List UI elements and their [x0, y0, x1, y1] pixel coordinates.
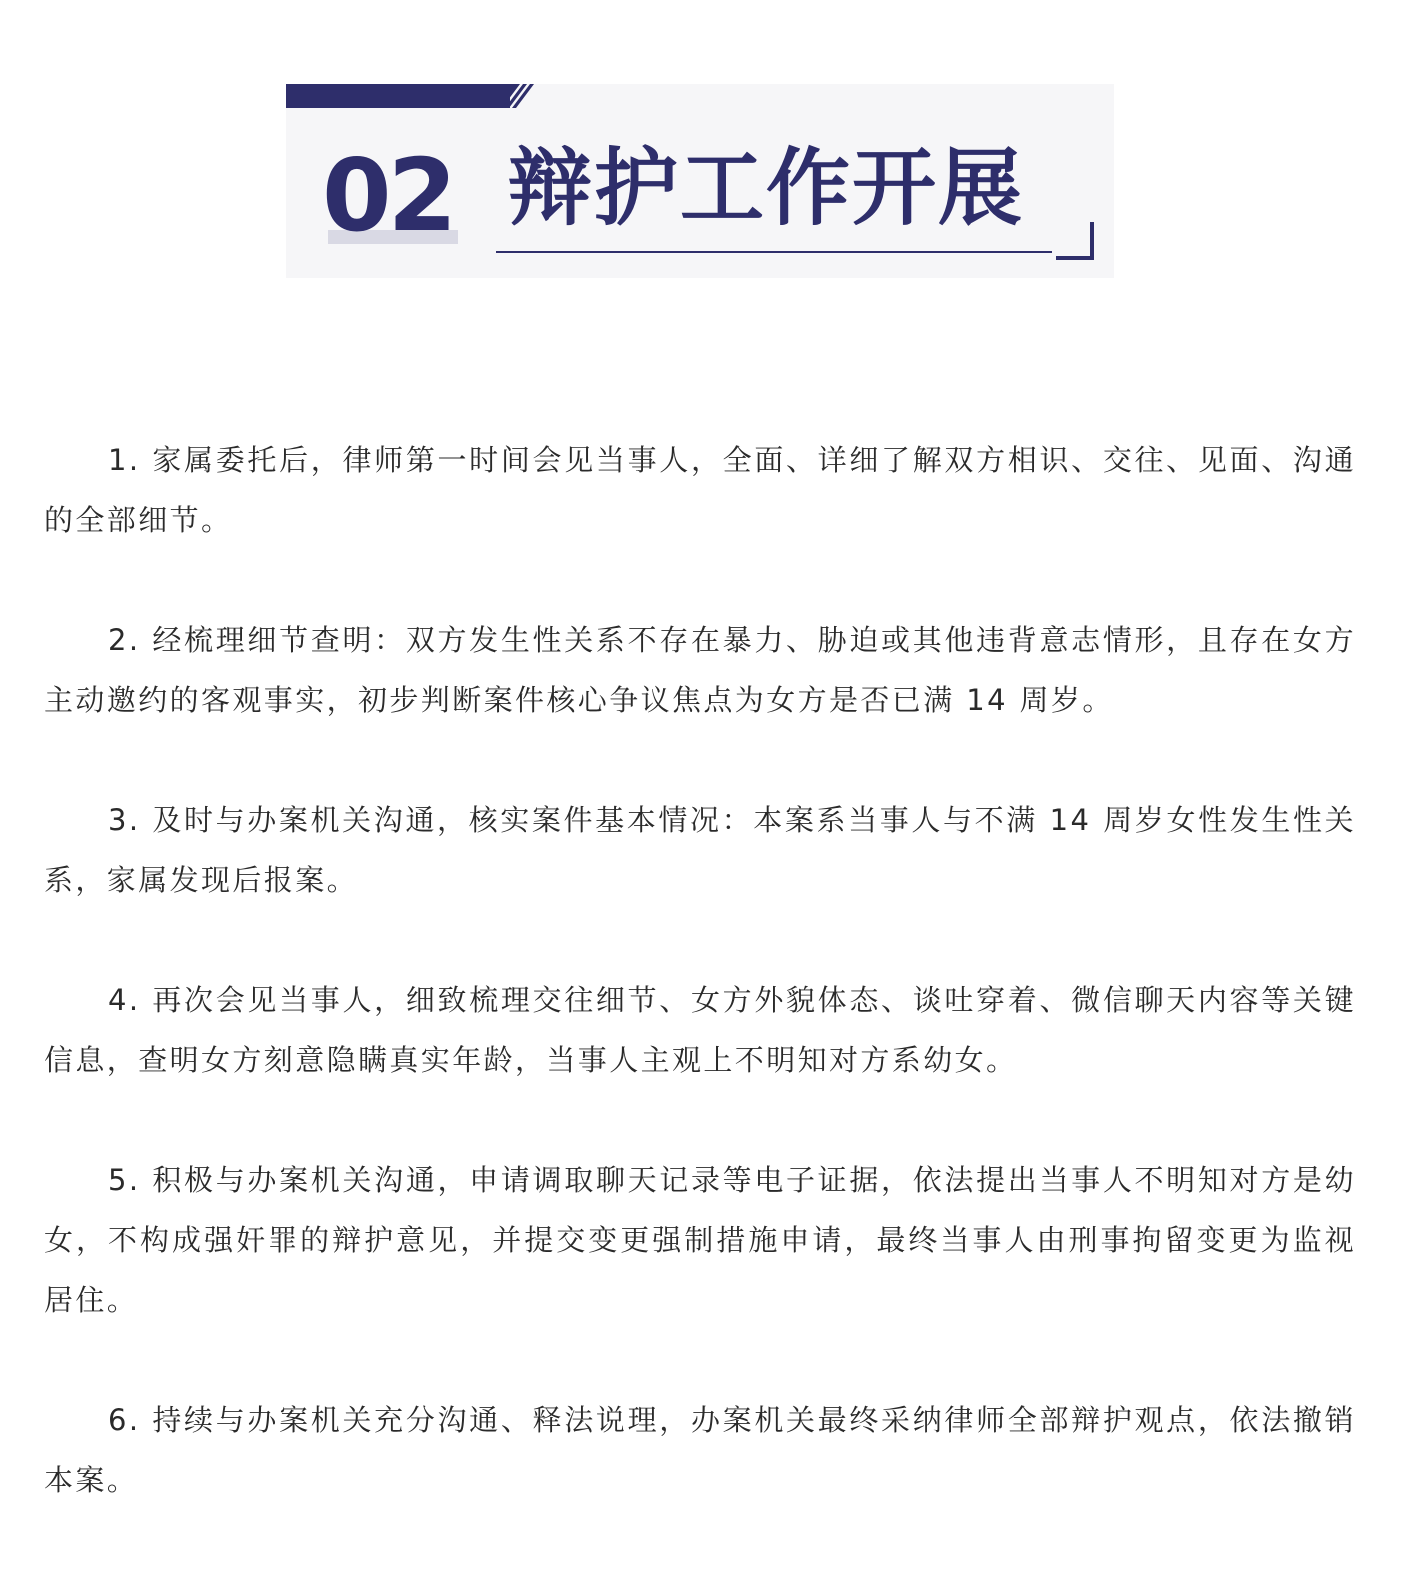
paragraph-2: 2. 经梳理细节查明：双方发生性关系不存在暴力、胁迫或其他违背意志情形，且存在女方主动邀约的客观事实，初步判断案件核心争议焦点为女方是否已满 14 周岁。 — [44, 623, 1356, 717]
paragraph-3: 3. 及时与办案机关沟通，核实案件基本情况：本案系当事人与不满 14 周岁女性发生性关系，家属发现后报案。 — [44, 803, 1356, 897]
paragraph-6: 6. 持续与办案机关充分沟通、释法说理，办案机关最终采纳律师全部辩护观点，依法撤销本案。 — [44, 1403, 1356, 1497]
paragraph-5: 5. 积极与办案机关沟通，申请调取聊天记录等电子证据，依法提出当事人不明知对方是幼女，不构成强奸罪的辩护意见，并提交变更强制措施申请，最终当事人由刑事拘留变更为监视居住。 — [44, 1163, 1356, 1317]
paragraph-4: 4. 再次会见当事人，细致梳理交往细节、女方外貌体态、谈吐穿着、微信聊天内容等关键信息，查明女方刻意隐瞒真实年龄，当事人主观上不明知对方系幼女。 — [44, 983, 1356, 1077]
diagonal-stripes-icon — [500, 84, 536, 108]
section-title: 辩护工作开展 — [508, 138, 1025, 237]
title-underline — [496, 251, 1052, 253]
corner-bracket-icon — [1056, 222, 1096, 262]
article-body — [44, 430, 1356, 1570]
paragraph-1: 1. 家属委托后，律师第一时间会见当事人，全面、详细了解双方相识、交往、见面、沟通的全部细节。 — [44, 443, 1356, 537]
header-accent-bar — [286, 84, 510, 108]
section-header — [286, 84, 1114, 278]
section-number: 02 — [322, 137, 454, 254]
